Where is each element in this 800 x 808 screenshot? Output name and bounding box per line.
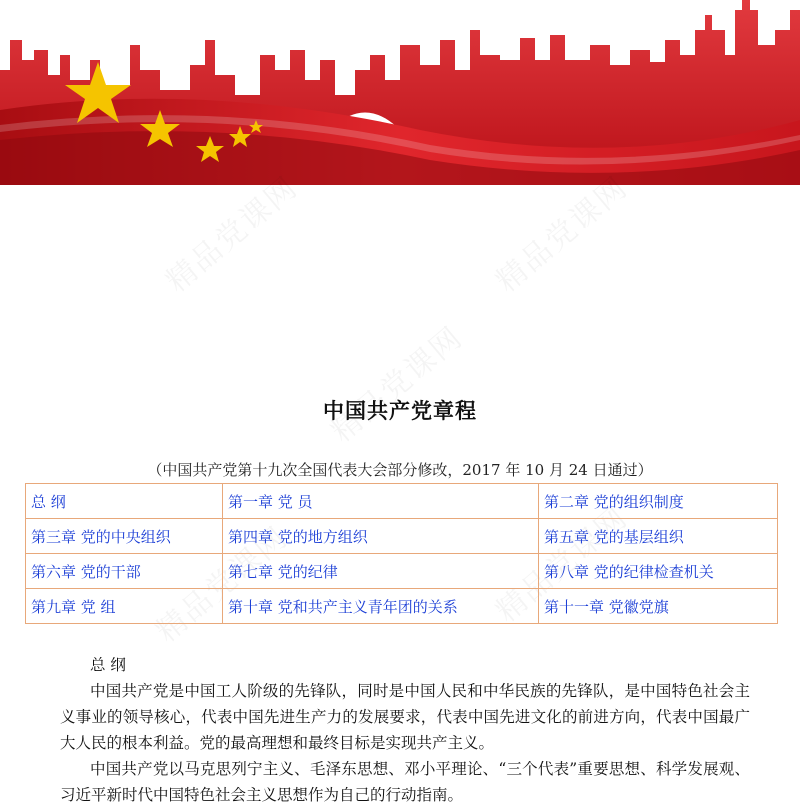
section-heading: 总 纲 [90,656,126,674]
toc-cell [26,484,223,519]
body-paragraph: 中国共产党是中国工人阶级的先锋队，同时是中国人民和中华民族的先锋队，是中国特色社会主义事业的领导核心，代表中国先进生产力的发展要求，代表中国先进文化的前进方向，代表中国最广大人民的根本利益。党的最高理想和最终目标是实现共产主义。 [60,682,750,752]
toc-cell [223,484,539,519]
toc-row [26,519,778,554]
toc-link-chapter-6[interactable]: 第六章 党的干部 [31,562,141,581]
document-title: 中国共产党章程 [323,399,477,423]
toc-row [26,554,778,589]
header-banner [0,0,800,185]
document-body [60,652,750,808]
toc-cell [26,589,223,624]
toc-link-chapter-5[interactable]: 第五章 党的基层组织 [544,527,684,546]
toc-cell [539,554,778,589]
body-paragraph: 中国共产党以马克思列宁主义、毛泽东思想、邓小平理论、“三个代表”重要思想、科学发展观、习近平新时代中国特色社会主义思想作为自己的行动指南。 [60,760,750,804]
toc-cell [539,519,778,554]
watermark-text [320,314,471,451]
toc-cell [223,519,539,554]
toc-row [26,589,778,624]
toc-link-chapter-3[interactable]: 第三章 党的中央组织 [31,527,171,546]
document-subtitle: （中国共产党第十九次全国代表大会部分修改，2017 年 10 月 24 日通过） [147,461,653,479]
toc-link-chapter-1[interactable]: 第一章 党 员 [228,492,313,511]
toc-link-chapter-4[interactable]: 第四章 党的地方组织 [228,527,368,546]
table-of-contents [25,483,778,624]
toc-link-chapter-10[interactable]: 第十章 党和共产主义青年团的关系 [228,597,458,616]
toc-cell [26,554,223,589]
toc-cell [539,589,778,624]
toc-cell [539,484,778,519]
toc-link-chapter-8[interactable]: 第八章 党的纪律检查机关 [544,562,714,581]
toc-link-general-program[interactable]: 总 纲 [31,492,66,511]
toc-row [26,484,778,519]
toc-cell [26,519,223,554]
toc-link-chapter-7[interactable]: 第七章 党的纪律 [228,562,338,581]
toc-link-chapter-2[interactable]: 第二章 党的组织制度 [544,492,684,511]
toc-link-chapter-9[interactable]: 第九章 党 组 [31,597,116,616]
toc-cell [223,589,539,624]
toc-link-chapter-11[interactable]: 第十一章 党徽党旗 [544,597,669,616]
toc-cell [223,554,539,589]
skyline-banner-graphic [0,0,800,185]
